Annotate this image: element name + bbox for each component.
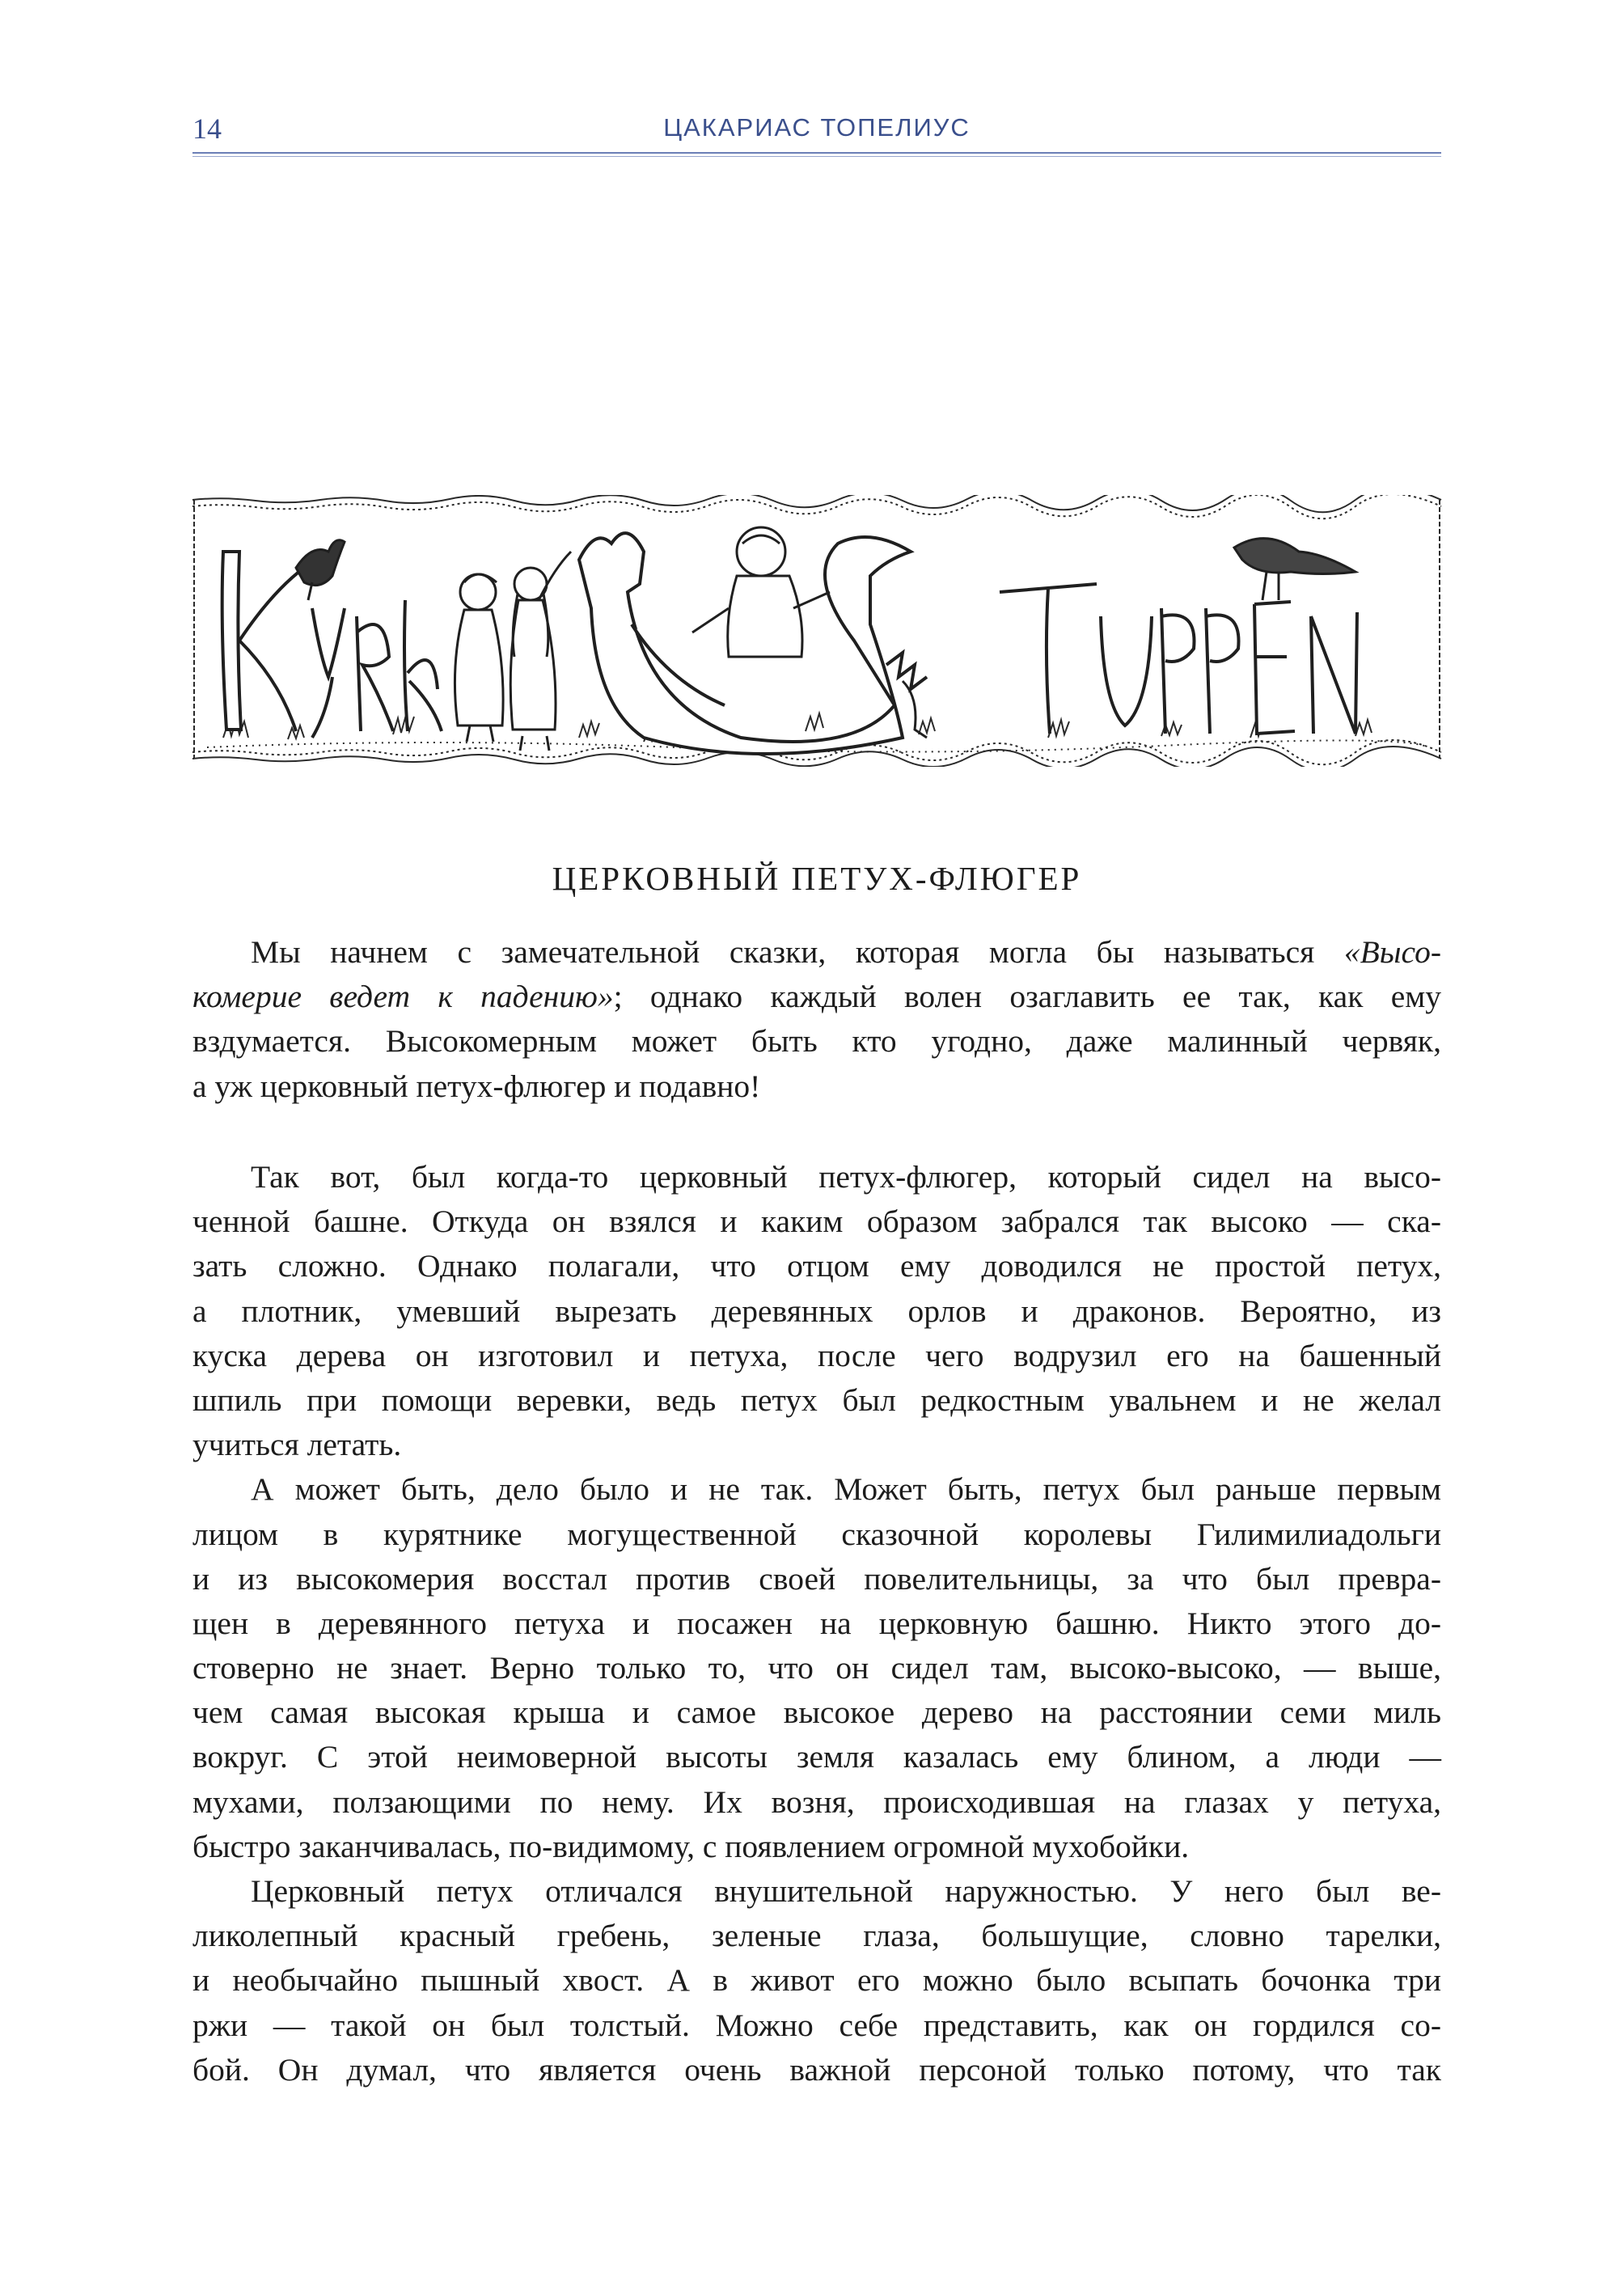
text-line: бой. Он думал, что является очень важной персоной только потому, что так: [192, 2051, 1441, 2088]
magpie-right: [1234, 539, 1355, 600]
text-run: ; однако каждый волен озаглавить ее так, как ему: [613, 979, 1441, 1015]
running-title: ЦАКАРИАС ТОПЕЛИУС: [663, 113, 971, 142]
text-line: учиться летать.: [192, 1427, 402, 1463]
text-line: мухами, ползающими по нему. Их возня, происходившая на глазах у петуха,: [192, 1783, 1441, 1820]
text-line: быстро заканчивалась, по-видимому, с появлением огромной мухобойки.: [192, 1828, 1190, 1864]
text-line: Так вот, был когда-то церковный петух-флюгер, который сидел на высо-: [251, 1159, 1441, 1195]
text-line: чем самая высокая крыша и самое высокое дерево на расстоянии семи миль: [192, 1694, 1441, 1731]
text-line: [192, 930, 1441, 975]
crow-left: [296, 540, 345, 600]
text-line: а плотник, умевший вырезать деревянных орлов и драконов. Вероятно, из: [192, 1292, 1441, 1329]
text-line: лицом в курятнике могущественной сказочной королевы Гилимилиадольги: [192, 1516, 1441, 1552]
header-rule: [192, 152, 1441, 154]
text-line: и из высокомерия восстал против своей повелительницы, за что был превра-: [192, 1560, 1441, 1597]
italic-title-run: «Высо-: [1343, 934, 1441, 970]
text-run: Мы начнем с замечательной сказки, которая могла бы называться: [251, 934, 1344, 970]
lettering-kyrk: [222, 552, 442, 738]
text-line: А может быть, дело было и не так. Может быть, петух был раньше первым: [251, 1471, 1441, 1508]
big-letter-u-rooster: [579, 533, 927, 754]
main-text: [192, 1155, 1441, 2092]
text-line: Церковный петух отличался внушительной наружностью. У него был ве-: [251, 1873, 1441, 1909]
paragraph-3: [192, 1869, 1441, 2092]
text-line: а уж церковный петух-флюгер и подавно!: [192, 1068, 761, 1104]
paragraph-2: [192, 1467, 1441, 1869]
text-line: вздумается. Высокомерным может быть кто угодно, даже малинный червяк,: [192, 1023, 1441, 1060]
text-line: зать сложно. Однако полагали, что отцом ему доводился не простой петух,: [192, 1248, 1441, 1284]
text-line: шпиль при помощи веревки, ведь петух был редкостным увальнем и не желал: [192, 1381, 1441, 1418]
page-number: 14: [192, 112, 222, 145]
text-line: ченной башне. Откуда он взялся и каким образом забрался так высоко — ска-: [192, 1204, 1441, 1240]
running-head: [192, 112, 1441, 152]
italic-title-run: комерие ведет к падению»: [192, 979, 614, 1015]
text-line: и необычайно пышный хвост. А в живот его можно было всыпать бочонка три: [192, 1962, 1441, 1999]
illustration-drawing: [191, 495, 1443, 767]
text-line: стоверно не знает. Верно только то, что он сидел там, высоко-высоко, — выше,: [192, 1650, 1441, 1686]
header-rule-thin: [192, 156, 1441, 157]
chapter-title: ЦЕРКОВНЫЙ ПЕТУХ-ФЛЮГЕР: [552, 860, 1082, 897]
text-line: [192, 975, 1441, 1019]
text-line: вокруг. С этой неимоверной высоты земля казалась ему блином, а люди —: [192, 1739, 1441, 1775]
paragraph-1: [192, 1155, 1441, 1467]
text-line: щен в деревянного петуха и посажен на церковную башню. Никто этого до-: [192, 1605, 1441, 1641]
intro-paragraph: [192, 930, 1441, 1109]
lettering-tuppen: [1000, 584, 1357, 734]
text-line: ликолепный красный гребень, зеленые глаза, большущие, словно тарелки,: [192, 1918, 1441, 1954]
text-line: куска дерева он изготовил и петуха, после чего водрузил его на башенный: [192, 1337, 1441, 1373]
text-line: ржи — такой он был толстый. Можно себе представить, как он гордился со-: [192, 2007, 1441, 2043]
children-figures: [455, 552, 571, 751]
headpiece-illustration: [191, 495, 1443, 767]
